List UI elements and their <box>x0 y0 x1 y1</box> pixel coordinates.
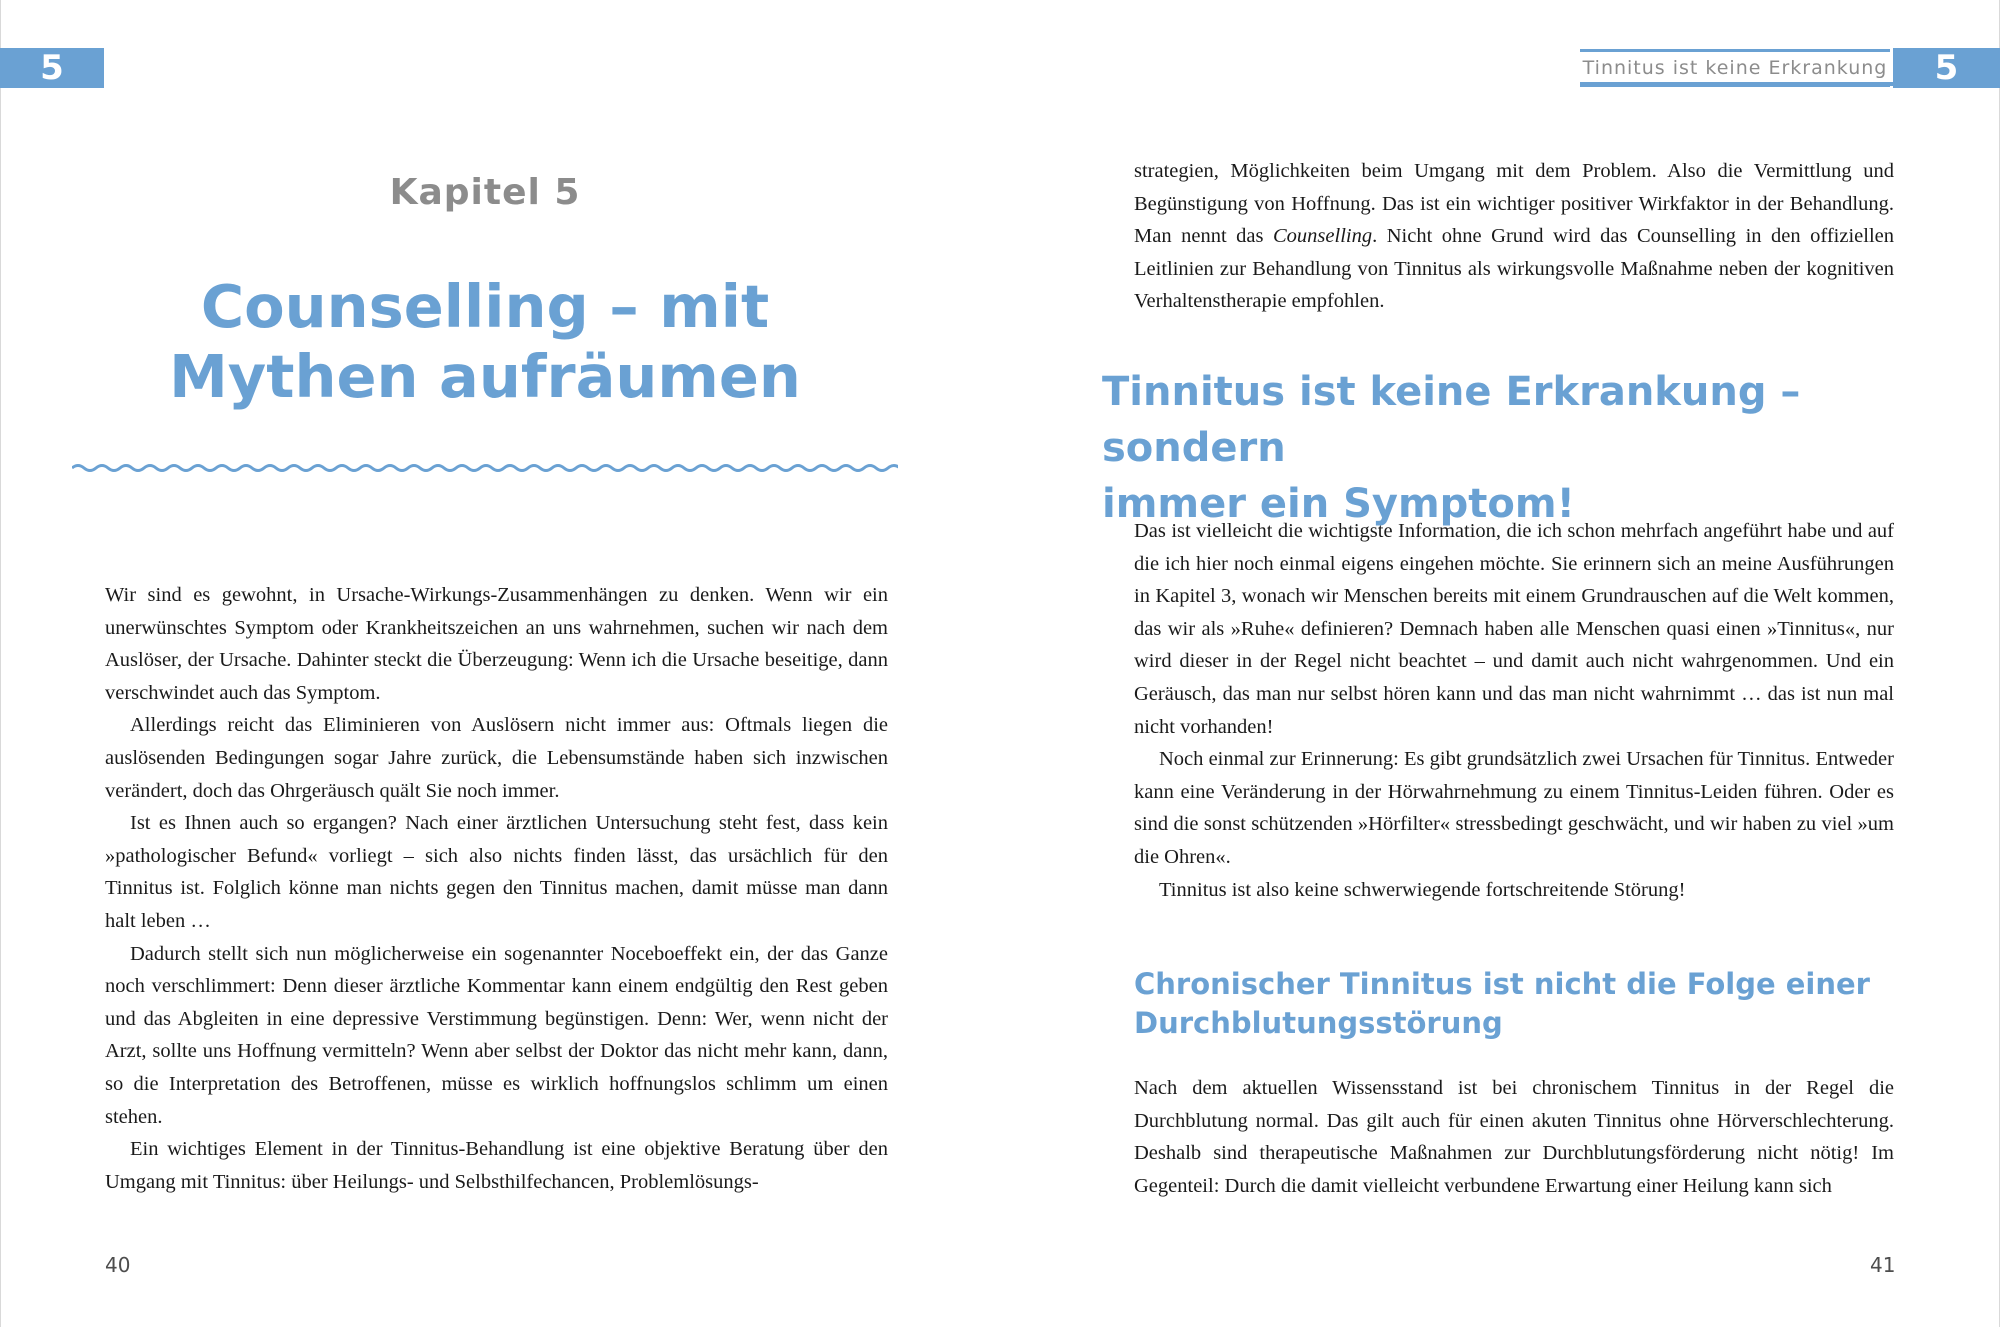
section-heading-line-1: Tinnitus ist keine Erkrankung – sondern <box>1102 369 1801 471</box>
wave-divider <box>72 460 898 476</box>
subsection-heading-line-2: Durchblutungsstörung <box>1134 1006 1503 1040</box>
section-heading <box>1102 364 1902 532</box>
left-page-number: 40 <box>105 1253 131 1277</box>
left-chapter-tab-number: 5 <box>40 48 64 88</box>
left-chapter-tab <box>0 48 104 88</box>
section-body-text <box>1134 515 1894 906</box>
section-paragraph-3: Tinnitus ist also keine schwerwiegende fortschreitende Störung! <box>1159 878 1686 901</box>
subsection-body-text <box>1134 1072 1894 1202</box>
right-page-number: 41 <box>1870 1253 1896 1277</box>
left-paragraph-5: Ein wichtiges Element in der Tinnitus-Behandlung ist eine objektive Beratung über den Umgang mit Tinnitus: über Heilungs- und Selbsthilfechancen, Problemlösungs- <box>105 1138 888 1193</box>
section-paragraph-2: Noch einmal zur Erinnerung: Es gibt grundsätzlich zwei Ursachen für Tinnitus. Entweder kann eine Veränderung in der Hörwahrnehmung zu einem Tinnitus-Leiden führen. Oder es sind die sonst schützenden »Hörfilter« stressbedingt geschwächt, und wir haben zu viel »um die Ohren«. <box>1134 748 1894 868</box>
subsection-heading-line-1: Chronischer Tinnitus ist nicht die Folge einer <box>1134 967 1870 1001</box>
left-page-edge <box>0 0 1 1327</box>
left-paragraph-4: Dadurch stellt sich nun möglicherweise ein sogenannter Noceboeffekt ein, der das Ganze noch verschlimmert: Denn dieser ärztliche Kommentar kann einem endgültig den Rest geben und das Abgleiten in eine depressive Verstimmung begünstigen. Denn: Wer, wenn nicht der Arzt, sollte uns Hoffnung vermitteln? Wenn aber selbst der Doktor das nicht mehr kann, dann, so die Interpretation des Betroffenen, müsse es wirklich hoffnungslos schlimm um einen stehen. <box>105 942 888 1128</box>
right-chapter-tab <box>1893 48 2000 88</box>
left-paragraph-3: Ist es Ihnen auch so ergangen? Nach einer ärztlichen Untersuchung steht fest, dass kein »pathologischer Befund« vorliegt – sich also nichts finden lässt, das ursächlich für den Tinnitus ist. Folglich könne man nichts gegen den Tinnitus machen, damit müsse man dann halt leben … <box>105 812 888 932</box>
continued-text-part-1: strategien, Möglichkeiten beim Umgang mit dem Problem. Also die Vermittlung und Begünstigung von Hoffnung. Das ist ein wichtiger positiver Wirkfaktor in der Behandlung. Man nennt das <box>1134 160 1894 248</box>
subsection-heading <box>1134 965 1894 1043</box>
left-paragraph-1: Wir sind es gewohnt, in Ursache-Wirkungs-Zusammenhängen zu denken. Wenn wir ein unerwünschtes Symptom oder Krankheitszeichen an uns wahrnehmen, suchen wir nach dem Auslöser, der Ursache. Dahinter steckt die Überzeugung: Wenn ich die Ursache beseitige, dann verschwindet auch das Symptom. <box>105 584 888 704</box>
chapter-title-line-2: Mythen aufräumen <box>169 342 801 411</box>
chapter-title <box>72 272 898 412</box>
section-heading-line-2: immer ein Symptom! <box>1102 481 1575 527</box>
chapter-title-line-1: Counselling – mit <box>200 272 770 341</box>
continued-text-part-2: . Nicht ohne Grund wird das Counselling in den offiziellen Leitlinien zur Behandlung von Tinnitus als wirkungsvolle Maßnahme neben der kognitiven Verhaltenstherapie empfohlen. <box>1134 225 1895 313</box>
right-chapter-tab-number: 5 <box>1934 48 1959 88</box>
running-head: Tinnitus ist keine Erkrankung <box>1580 49 1890 87</box>
right-continued-paragraph <box>1134 155 1894 318</box>
chapter-label: Kapitel 5 <box>389 172 581 213</box>
left-paragraph-2: Allerdings reicht das Eliminieren von Auslösern nicht immer aus: Oftmals liegen die auslösenden Bedingungen sogar Jahre zurück, die Lebensumstände haben sich inzwischen verändert, doch das Ohrgeräusch quält Sie noch immer. <box>105 714 888 802</box>
subsection-paragraph: Nach dem aktuellen Wissensstand ist bei chronischem Tinnitus in der Regel die Durchblutung normal. Das gilt auch für einen akuten Tinnitus ohne Hörverschlechterung. Deshalb sind therapeutische Maßnahmen zur Durchblutungsförderung nicht nötig! Im Gegenteil: Durch die damit vielleicht verbundene Erwartung einer Heilung kann sich <box>1134 1077 1894 1197</box>
right-continued-text <box>1134 155 1894 318</box>
continued-text-emphasis: Counselling <box>1273 225 1373 248</box>
section-paragraph-1: Das ist vielleicht die wichtigste Information, die ich schon mehrfach angeführt habe und auf die ich hier noch einmal eigens eingehen möchte. Sie erinnern sich an meine Ausführungen in Kapitel 3, wonach wir Menschen bereits mit einem Grundrauschen auf die Welt kommen, das wir als »Ruhe« definieren? Demnach haben alle Menschen quasi einen »Tinnitus«, nur wird dieser in der Regel nicht beachtet – und damit auch nicht wahrgenommen. Und ein Geräusch, das man nur selbst hören kann und das man nicht wahrnimmt … das ist nun mal nicht vorhanden! <box>1134 520 1894 738</box>
running-head-rule <box>1580 82 1893 86</box>
left-body-text <box>105 579 888 1198</box>
